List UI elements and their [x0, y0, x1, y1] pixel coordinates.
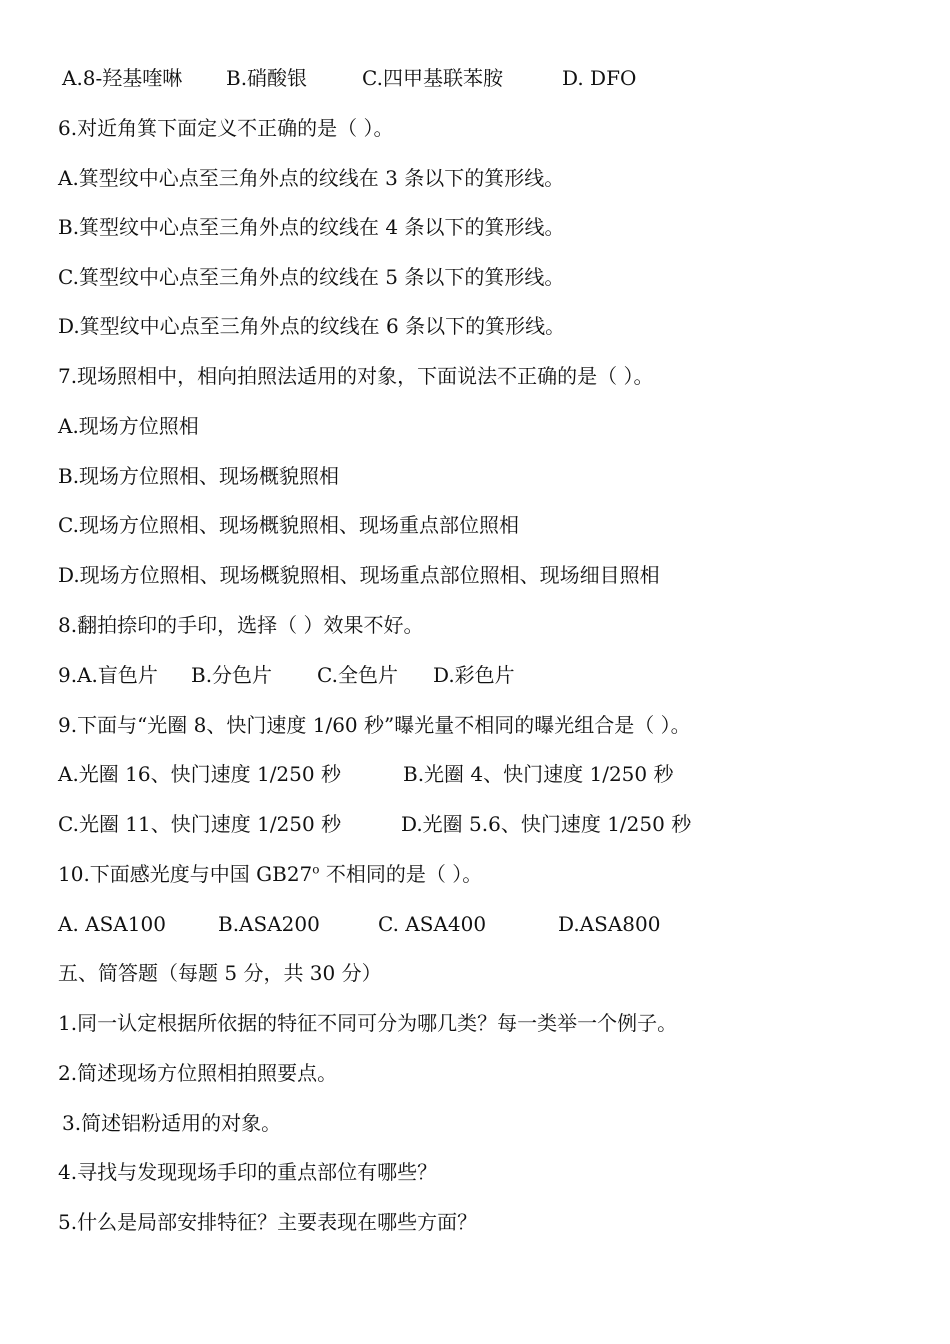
question-7: 7.现场照相中，相向拍照法适用的对象，下面说法不正确的是（ ）。 — [58, 364, 654, 388]
q8-option-a: 9.A.盲色片 — [58, 663, 158, 687]
q5-option-d: D. DFO — [562, 66, 637, 90]
q5-option-b: B.硝酸银 — [226, 66, 308, 90]
question-10 — [58, 859, 482, 889]
q9-option-a: A.光圈 16、快门速度 1/250 秒 — [58, 762, 341, 786]
degree-superscript: o — [312, 862, 320, 877]
q7-option-b: B.现场方位照相、现场概貌照相 — [58, 464, 340, 488]
short-answer-3: 3.简述铝粉适用的对象。 — [62, 1111, 282, 1135]
short-answer-1: 1.同一认定根据所依据的特征不同可分为哪几类？每一类举一个例子。 — [58, 1011, 678, 1035]
section-5-heading: 五、简答题（每题 5 分，共 30 分） — [58, 961, 382, 985]
question-9: 9.下面与“光圈 8、快门速度 1/60 秒”曝光量不相同的曝光组合是（ ）。 — [58, 713, 691, 737]
q10-option-d: D.ASA800 — [558, 912, 661, 936]
short-answer-2: 2.简述现场方位照相拍照要点。 — [58, 1061, 338, 1085]
q6-option-c: C.箕型纹中心点至三角外点的纹线在 5 条以下的箕形线。 — [58, 265, 565, 289]
q10-option-a: A. ASA100 — [58, 912, 166, 936]
q7-option-d: D.现场方位照相、现场概貌照相、现场重点部位照相、现场细目照相 — [58, 563, 660, 587]
q5-option-a: A.8-羟基喹啉 — [62, 66, 183, 90]
q8-options-row — [58, 660, 758, 690]
q9-option-d: D.光圈 5.6、快门速度 1/250 秒 — [401, 812, 692, 836]
q5-options-row — [62, 63, 762, 93]
q5-option-c: C.四甲基联苯胺 — [362, 66, 503, 90]
question-8: 8.翻拍捺印的手印，选择（ ）效果不好。 — [58, 613, 424, 637]
q8-option-d: D.彩色片 — [433, 663, 515, 687]
q9-options-row-2 — [58, 809, 758, 839]
q9-option-c: C.光圈 11、快门速度 1/250 秒 — [58, 812, 342, 836]
question-10-text-end: 不相同的是（ ）。 — [319, 862, 483, 886]
q6-option-b: B.箕型纹中心点至三角外点的纹线在 4 条以下的箕形线。 — [58, 215, 565, 239]
question-6: 6.对近角箕下面定义不正确的是（ ）。 — [58, 116, 394, 140]
q8-option-b: B.分色片 — [191, 663, 273, 687]
q10-option-b: B.ASA200 — [218, 912, 320, 936]
short-answer-5: 5.什么是局部安排特征？主要表现在哪些方面？ — [58, 1210, 478, 1234]
q7-option-c: C.现场方位照相、现场概貌照相、现场重点部位照相 — [58, 513, 519, 537]
q9-options-row-1 — [58, 759, 758, 789]
q7-option-a: A.现场方位照相 — [58, 414, 199, 438]
q6-option-a: A.箕型纹中心点至三角外点的纹线在 3 条以下的箕形线。 — [58, 166, 565, 190]
q6-option-d: D.箕型纹中心点至三角外点的纹线在 6 条以下的箕形线。 — [58, 314, 566, 338]
q9-option-b: B.光圈 4、快门速度 1/250 秒 — [403, 762, 674, 786]
q8-option-c: C.全色片 — [317, 663, 398, 687]
q10-option-c: C. ASA400 — [378, 912, 487, 936]
question-10-text-start: 10.下面感光度与中国 GB27 — [58, 862, 313, 886]
short-answer-4: 4.寻找与发现现场手印的重点部位有哪些？ — [58, 1160, 438, 1184]
q10-options-row — [58, 909, 758, 939]
